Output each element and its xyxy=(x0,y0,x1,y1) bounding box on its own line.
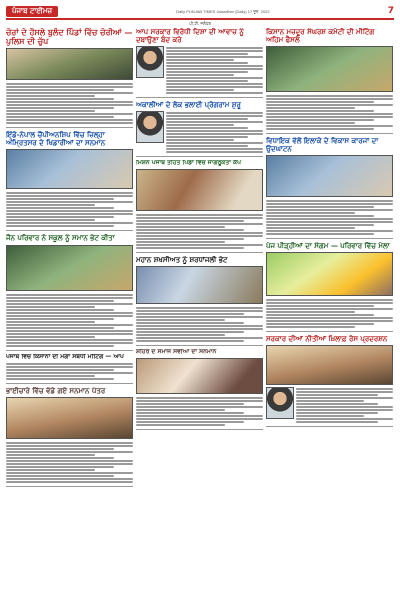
text-line xyxy=(166,124,234,126)
text-line xyxy=(166,151,263,153)
text-line xyxy=(266,311,355,313)
body-text xyxy=(266,94,393,131)
text-line xyxy=(166,83,263,85)
headline: ਆਪ ਸਰਕਾਰ ਵਿਰੋਧੀ ਦਿਸ਼ਾ ਦੀ ਆਵਾਜ਼ ਨੂੰ ਦਬਾਉਣਾ ਬੰਦ ਕਰੇ xyxy=(136,28,244,45)
text-line xyxy=(6,372,133,374)
text-line xyxy=(296,421,378,423)
story xyxy=(136,349,263,430)
text-line xyxy=(6,83,133,85)
story xyxy=(6,354,133,385)
text-line xyxy=(6,294,133,296)
text-line xyxy=(136,247,244,249)
story-body xyxy=(266,387,393,424)
story-body xyxy=(266,94,393,131)
text-line xyxy=(266,299,393,301)
body-text xyxy=(6,362,133,381)
text-line xyxy=(6,369,114,371)
story xyxy=(266,28,393,134)
text-line xyxy=(266,221,393,223)
text-line xyxy=(266,98,393,100)
text-line xyxy=(6,321,95,323)
columns xyxy=(6,28,394,612)
text-line xyxy=(166,50,263,52)
text-line xyxy=(136,412,244,414)
news-photo xyxy=(6,48,133,80)
text-line xyxy=(136,397,263,399)
text-line xyxy=(166,92,263,94)
text-line xyxy=(296,397,393,399)
text-line xyxy=(6,442,133,444)
text-line xyxy=(166,139,234,141)
text-line xyxy=(6,195,133,197)
text-line xyxy=(136,409,225,411)
text-line xyxy=(266,110,374,112)
text-line xyxy=(136,307,263,309)
text-line xyxy=(136,229,244,231)
text-line xyxy=(6,116,114,118)
masthead xyxy=(6,4,394,20)
text-line xyxy=(166,89,234,91)
text-line xyxy=(136,331,244,333)
text-line xyxy=(166,133,263,135)
text-line xyxy=(6,312,133,314)
text-line xyxy=(266,107,355,109)
text-line xyxy=(6,216,114,218)
text-line xyxy=(266,200,393,202)
body-text xyxy=(136,213,263,250)
text-line xyxy=(166,86,263,88)
subhead: ਪੀ.ਟੀ. ਜਲੰਧਰ xyxy=(189,21,211,26)
text-line xyxy=(166,56,263,58)
text-line xyxy=(266,317,393,319)
text-line xyxy=(6,342,133,344)
text-line xyxy=(136,232,263,234)
story xyxy=(6,131,133,231)
body-text xyxy=(136,306,263,343)
text-line xyxy=(266,320,393,322)
news-photo xyxy=(6,397,133,439)
column-1 xyxy=(6,28,133,612)
text-line xyxy=(296,418,393,420)
story xyxy=(266,137,393,239)
news-photo xyxy=(266,46,393,92)
text-line xyxy=(136,406,263,408)
text-line xyxy=(6,98,114,100)
text-line xyxy=(296,403,378,405)
text-line xyxy=(166,65,263,67)
text-line xyxy=(6,92,133,94)
text-line xyxy=(266,224,374,226)
text-line xyxy=(166,148,263,150)
portrait-photo xyxy=(136,46,164,78)
text-line xyxy=(6,101,133,103)
text-line xyxy=(166,74,234,76)
body-text xyxy=(6,82,133,125)
text-line xyxy=(6,89,114,91)
text-line xyxy=(166,136,248,138)
story xyxy=(6,387,133,487)
text-line xyxy=(136,235,263,237)
text-line xyxy=(136,217,263,219)
text-line xyxy=(136,319,225,321)
portrait-photo xyxy=(266,387,294,419)
text-line xyxy=(266,116,393,118)
headline: ਭਾਈਚਾਰੇ ਵਿੱਚ ਵੰਡੇ ਗਏ ਸਨਮਾਨ ਪੱਤਰ xyxy=(6,387,106,396)
dateline: Daily PUNJAB TIMES Jalandhar (Daily) 17 ਜੂਨ, 2022 xyxy=(176,8,270,14)
text-line xyxy=(296,388,393,390)
text-line xyxy=(6,378,114,380)
story-body xyxy=(6,82,133,125)
story xyxy=(136,101,263,157)
text-line xyxy=(6,315,133,317)
headline: ਮਿਸ਼ਨ ਪੰਜਾਬ ਤਹਿਤ ਪਿੰਡਾਂ ਵਿੱਚ ਜਾਗਰੂਕਤਾ ਕੈਂਪ xyxy=(136,160,241,167)
text-line xyxy=(266,308,393,310)
text-line xyxy=(6,300,114,302)
text-line xyxy=(6,475,114,477)
text-line xyxy=(296,412,378,414)
story-body xyxy=(136,111,263,154)
text-line xyxy=(6,95,95,97)
text-line xyxy=(6,110,95,112)
headline: ਪੰਜ ਪੀੜ੍ਹੀਆਂ ਦਾ ਸੰਗਮ — ਪਰਿਵਾਰ ਵਿੱਚ ਮੇਲਾ xyxy=(266,242,390,251)
text-line xyxy=(6,306,95,308)
headline: ਅਕਾਲੀਆਂ ਦੇ ਲੋਕ ਭਲਾਈ ਪ੍ਰੋਗਰਾਮ ਸ਼ੁਰੂ xyxy=(136,101,241,110)
text-line xyxy=(136,337,263,339)
text-line xyxy=(6,113,133,115)
story xyxy=(6,28,133,128)
text-line xyxy=(6,466,114,468)
text-line xyxy=(136,310,263,312)
section-tag: ਪੰਜਾਬ ਟਾਈਮਜ਼ xyxy=(6,6,58,17)
text-line xyxy=(6,366,133,368)
text-line xyxy=(266,206,374,208)
news-photo xyxy=(136,266,263,304)
body-text xyxy=(296,387,393,424)
text-line xyxy=(6,375,95,377)
text-line xyxy=(6,222,133,224)
text-line xyxy=(296,394,378,396)
text-line xyxy=(266,128,374,130)
story-body xyxy=(136,396,263,427)
headline: ਕਿਸਾਨ ਮਜ਼ਦੂਰ ਸੰਘਰਸ਼ ਕਮੇਟੀ ਦੀ ਮੀਟਿੰਗ ਅਹਿਮ ਫੈਸਲੇ xyxy=(266,28,375,45)
story xyxy=(136,256,263,346)
text-line xyxy=(136,403,244,405)
text-line xyxy=(6,201,133,203)
text-line xyxy=(6,339,133,341)
text-line xyxy=(6,225,114,227)
text-line xyxy=(266,227,355,229)
text-line xyxy=(296,400,364,402)
text-line xyxy=(136,238,244,240)
text-line xyxy=(166,77,263,79)
story-body xyxy=(266,199,393,236)
text-line xyxy=(6,297,133,299)
news-photo xyxy=(266,252,393,296)
text-line xyxy=(266,104,393,106)
text-line xyxy=(266,119,374,121)
text-line xyxy=(166,53,248,55)
text-line xyxy=(136,223,263,225)
text-line xyxy=(6,478,133,480)
story xyxy=(136,28,263,98)
text-line xyxy=(166,68,263,70)
text-line xyxy=(6,207,114,209)
text-line xyxy=(136,421,244,423)
text-line xyxy=(6,309,114,311)
text-line xyxy=(296,409,393,411)
text-line xyxy=(6,122,133,124)
text-line xyxy=(166,112,263,114)
headline: ਸ਼ਹਿਰ ਦੇ ਸਮਾਜ ਸੇਵੀਆਂ ਦਾ ਸਨਮਾਨ xyxy=(136,349,217,356)
story xyxy=(266,335,393,427)
text-line xyxy=(136,220,244,222)
text-line xyxy=(266,233,374,235)
text-line xyxy=(6,448,114,450)
text-line xyxy=(136,334,225,336)
text-line xyxy=(6,324,133,326)
headline: ਜੈਨ ਪਰਿਵਾਰ ਨੇ ਸਕੂਲ ਨੂੰ ਸਮਾਨ ਭੇਟ ਕੀਤਾ xyxy=(6,234,115,243)
text-line xyxy=(136,325,263,327)
text-line xyxy=(6,204,95,206)
text-line xyxy=(136,322,244,324)
text-line xyxy=(296,406,393,408)
text-line xyxy=(266,305,374,307)
text-line xyxy=(296,415,364,417)
text-line xyxy=(6,451,133,453)
text-line xyxy=(136,328,263,330)
text-line xyxy=(296,391,393,393)
text-line xyxy=(6,327,114,329)
headline: ਇੰਡੋ-ਨੇਪਾਲ ਚੈਂਪੀਅਨਸ਼ਿਪ ਵਿੱਚ ਜ਼ਿਲ੍ਹਾ ਅੰਮ੍ਰਿਤਸਰ ਦੇ ਖਿਡਾਰੀਆਂ ਦਾ ਸਨਮਾਨ xyxy=(6,131,106,148)
body-text xyxy=(166,46,263,95)
text-line xyxy=(6,198,114,200)
text-line xyxy=(166,130,263,132)
news-photo xyxy=(136,358,263,394)
text-line xyxy=(6,363,133,365)
text-line xyxy=(136,214,263,216)
story-body xyxy=(136,46,263,95)
text-line xyxy=(6,345,114,347)
story xyxy=(266,242,393,332)
story-body xyxy=(266,298,393,329)
text-line xyxy=(6,454,95,456)
text-line xyxy=(266,218,393,220)
text-line xyxy=(6,107,114,109)
news-photo xyxy=(6,149,133,189)
text-line xyxy=(136,313,244,315)
text-line xyxy=(166,118,248,120)
text-line xyxy=(6,210,133,212)
story-body xyxy=(6,441,133,484)
story-body xyxy=(136,213,263,250)
text-line xyxy=(266,95,393,97)
text-line xyxy=(266,125,393,127)
text-line xyxy=(266,203,393,205)
text-line xyxy=(136,340,244,342)
text-line xyxy=(6,460,133,462)
story-body xyxy=(6,191,133,228)
text-line xyxy=(166,115,263,117)
text-line xyxy=(266,323,374,325)
text-line xyxy=(136,418,263,420)
text-line xyxy=(6,86,133,88)
story-body xyxy=(136,306,263,343)
body-text xyxy=(266,298,393,329)
headline: ਵਿਧਾਇਕ ਵੱਲੋਂ ਇਲਾਕੇ ਦੇ ਵਿਕਾਸ ਕਾਰਜਾਂ ਦਾ ਉਦਘਾਟਨ xyxy=(266,137,379,154)
text-line xyxy=(6,213,133,215)
text-line xyxy=(6,472,133,474)
text-line xyxy=(166,59,234,61)
text-line xyxy=(6,481,133,483)
body-text xyxy=(266,199,393,236)
text-line xyxy=(266,326,355,328)
text-line xyxy=(6,469,95,471)
portrait-photo xyxy=(136,111,164,143)
text-line xyxy=(6,119,133,121)
text-line xyxy=(6,219,95,221)
story-body xyxy=(6,362,133,381)
story-body xyxy=(6,293,133,348)
text-line xyxy=(136,400,263,402)
story xyxy=(136,160,263,253)
news-photo xyxy=(266,155,393,197)
text-line xyxy=(166,121,263,123)
text-line xyxy=(6,457,114,459)
text-line xyxy=(6,445,133,447)
text-line xyxy=(136,241,225,243)
text-line xyxy=(166,71,248,73)
headline: ਚੋਰਾਂ ਦੇ ਹੌਸਲੇ ਬੁਲੰਦ ਪਿੰਡਾਂ ਵਿੱਚ ਚੋਰੀਆਂ — ਪੁਲਿਸ ਦੀ ਚੁੱਪ xyxy=(6,28,133,47)
text-line xyxy=(6,104,133,106)
text-line xyxy=(136,415,263,417)
text-line xyxy=(166,47,263,49)
text-line xyxy=(166,127,248,129)
body-text xyxy=(6,293,133,348)
column-2 xyxy=(136,28,263,612)
text-line xyxy=(266,314,374,316)
text-line xyxy=(266,302,393,304)
text-line xyxy=(166,142,263,144)
text-line xyxy=(166,145,248,147)
text-line xyxy=(136,244,263,246)
text-line xyxy=(266,212,355,214)
body-text xyxy=(136,396,263,427)
text-line xyxy=(6,330,133,332)
text-line xyxy=(6,192,133,194)
text-line xyxy=(136,316,263,318)
text-line xyxy=(266,113,393,115)
text-line xyxy=(6,303,133,305)
headline: ਮਹਾਨ ਸ਼ਖਸੀਅਤ ਨੂੰ ਸ਼ਰਧਾਂਜਲੀ ਭੇਟ xyxy=(136,256,228,265)
body-text xyxy=(6,441,133,484)
text-line xyxy=(266,122,355,124)
text-line xyxy=(6,336,95,338)
story xyxy=(6,234,133,350)
body-text xyxy=(6,191,133,228)
news-photo xyxy=(266,345,393,385)
text-line xyxy=(6,318,114,320)
text-line xyxy=(266,209,393,211)
page-number: 7 xyxy=(387,6,394,16)
text-line xyxy=(136,226,225,228)
headline: ਪੰਜਾਬ ਵਿੱਚ ਕਿਸਾਨਾਂ ਦੀ ਮੰਗਾਂ ਸਬੰਧੀ ਮੀਟਿੰਗ — ਆਪ xyxy=(6,353,124,360)
text-line xyxy=(166,62,248,64)
text-line xyxy=(6,463,133,465)
news-photo xyxy=(136,169,263,211)
text-line xyxy=(6,333,133,335)
text-line xyxy=(266,215,374,217)
news-photo xyxy=(6,245,133,291)
body-text xyxy=(166,111,263,154)
text-line xyxy=(166,80,248,82)
text-line xyxy=(266,101,374,103)
text-line xyxy=(266,230,393,232)
headline: ਸਰਕਾਰ ਦੀਆਂ ਨੀਤੀਆਂ ਖ਼ਿਲਾਫ਼ ਰੋਸ ਪ੍ਰਦਰਸ਼ਨ xyxy=(266,335,388,344)
text-line xyxy=(136,424,225,426)
column-3 xyxy=(266,28,393,612)
